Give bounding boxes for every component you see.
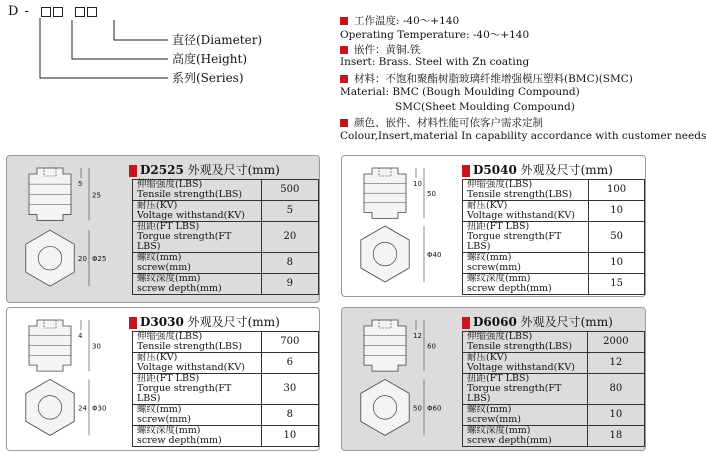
row-label-cn: 扭距(FT LBS) xyxy=(137,373,200,384)
spec-line-en xyxy=(340,56,529,68)
row-label-en: screw depth(mm) xyxy=(137,435,222,446)
row-value: 700 xyxy=(261,332,318,353)
table-row xyxy=(463,222,645,253)
row-label xyxy=(133,405,262,426)
bullet-marker xyxy=(340,119,348,127)
row-value: 2000 xyxy=(587,332,644,353)
spec-text: 材料：不饱和聚酯树脂玻璃纤维增强模压塑料(BMC)(SMC) xyxy=(354,73,633,85)
row-label xyxy=(133,426,262,447)
row-value: 10 xyxy=(587,405,644,426)
row-label-en: screw(mm) xyxy=(467,262,521,273)
spec-line-en xyxy=(340,130,706,142)
bullet-marker xyxy=(340,17,348,25)
row-label-en: Tensile strength(LBS) xyxy=(137,189,243,200)
row-label-cn: 螺纹深度(mm) xyxy=(137,273,201,284)
dim-label-bottom1: 24 xyxy=(78,404,87,413)
row-value: 12 xyxy=(587,353,644,374)
dimension-drawing xyxy=(7,156,117,302)
row-label-cn: 耐压(KV) xyxy=(467,352,508,363)
row-value: 8 xyxy=(261,405,318,426)
dim-label-bottom2: Φ30 xyxy=(92,404,107,413)
spec-table xyxy=(132,179,319,295)
row-value: 5 xyxy=(261,201,318,222)
dim-label-bottom1: 50 xyxy=(413,404,422,413)
row-label-cn: 扭距(FT LBS) xyxy=(137,221,200,232)
dim-label-top1: 10 xyxy=(413,180,422,188)
table-row xyxy=(133,222,319,253)
dim-label-bottom1: 20 xyxy=(78,255,87,264)
row-label-cn: 扭距(FT LBS) xyxy=(467,373,530,384)
dim-label-bottom2: Φ25 xyxy=(92,255,107,264)
row-label-cn: 螺纹深度(mm) xyxy=(467,425,531,436)
dim-label-bottom2: Φ40 xyxy=(427,251,442,259)
table-row xyxy=(133,332,319,353)
dimension-drawing xyxy=(342,308,452,450)
row-label-cn: 螺纹深度(mm) xyxy=(137,425,201,436)
spec-text: SMC(Sheet Moulding Compound) xyxy=(395,101,575,113)
row-value: 8 xyxy=(261,253,318,274)
panel-model: D2525 xyxy=(140,163,184,177)
row-value: 80 xyxy=(587,374,644,405)
table-row xyxy=(463,201,645,222)
row-label xyxy=(133,332,262,353)
row-label-cn: 耐压(KV) xyxy=(467,200,508,211)
row-label-en: Tensile strength(LBS) xyxy=(137,341,243,352)
row-label-en: screw depth(mm) xyxy=(137,283,222,294)
bullet-marker xyxy=(340,75,348,83)
spec-text: Insert: Brass. Steel with Zn coating xyxy=(340,56,530,68)
row-value: 10 xyxy=(589,253,645,274)
table-row xyxy=(133,353,319,374)
dim-label-top2: 50 xyxy=(427,190,436,199)
top-view-hexagon xyxy=(26,230,74,286)
row-label-cn: 螺纹(mm) xyxy=(467,252,512,263)
row-label-en: Tensile strength(LBS) xyxy=(467,341,573,352)
table-row xyxy=(133,180,319,201)
row-label xyxy=(463,426,588,447)
row-label-en: Torgue strength(FT LBS) xyxy=(467,231,562,252)
table-row xyxy=(133,374,319,405)
spec-text: Operating Temperature: -40～+140 xyxy=(340,29,530,41)
dimension-drawing xyxy=(342,156,452,296)
panel-title-suffix: 外观及尺寸(mm) xyxy=(516,315,613,329)
legend-height: 高度(Height) xyxy=(172,52,248,66)
spec-text: 工作温度: -40～+140 xyxy=(354,15,460,27)
model-code-prefix: D - xyxy=(8,4,30,19)
spec-text: Material: BMC (Bough Moulding Compound) xyxy=(340,86,580,98)
row-label xyxy=(463,374,588,405)
panel-model: D6060 xyxy=(473,315,517,329)
row-value: 500 xyxy=(261,180,318,201)
row-label xyxy=(133,180,262,201)
row-label-en: screw(mm) xyxy=(137,414,191,425)
row-label-cn: 伸缩强度(LBS) xyxy=(467,331,533,342)
table-row xyxy=(463,253,645,274)
row-value: 100 xyxy=(589,180,645,201)
panel-title xyxy=(129,161,280,178)
row-label xyxy=(463,222,589,253)
row-label xyxy=(133,374,262,405)
row-label xyxy=(133,201,262,222)
row-label xyxy=(463,274,589,295)
dimension-drawing xyxy=(7,308,117,450)
panel-d3030 xyxy=(6,307,320,451)
row-label-en: Torgue strength(FT LBS) xyxy=(137,383,232,404)
spec-text: 颜色、嵌件、材料性能可依客户需求定制 xyxy=(354,117,543,129)
row-value: 9 xyxy=(261,274,318,295)
dim-label-top1: 12 xyxy=(413,332,422,340)
row-label-cn: 伸缩强度(LBS) xyxy=(137,331,203,342)
row-label-cn: 耐压(KV) xyxy=(137,200,178,211)
table-row xyxy=(463,274,645,295)
spec-line-cn xyxy=(340,71,633,86)
spec-line-cn xyxy=(340,115,543,130)
row-label-en: screw depth(mm) xyxy=(467,283,552,294)
panel-d2525 xyxy=(6,155,320,303)
row-label-cn: 伸缩强度(LBS) xyxy=(467,179,533,190)
panel-title xyxy=(462,313,613,330)
bullet-marker xyxy=(340,46,348,54)
spec-line-en xyxy=(340,86,580,98)
row-label-en: Torgue strength(FT LBS) xyxy=(137,231,232,252)
row-label xyxy=(463,353,588,374)
title-marker xyxy=(129,165,137,177)
row-label xyxy=(133,353,262,374)
table-row xyxy=(463,353,645,374)
legend-diameter: 直径(Diameter) xyxy=(172,33,263,47)
row-label-en: screw(mm) xyxy=(467,414,521,425)
spec-line-cn xyxy=(340,13,459,28)
row-label xyxy=(463,332,588,353)
row-label-en: Tensile strength(LBS) xyxy=(467,189,573,200)
title-marker xyxy=(462,165,470,177)
row-label-en: Voltage withstand(KV) xyxy=(137,362,245,373)
row-value: 15 xyxy=(589,274,645,295)
table-row xyxy=(463,332,645,353)
row-label-cn: 扭距(FT LBS) xyxy=(467,221,530,232)
panel-title-suffix: 外观及尺寸(mm) xyxy=(183,315,280,329)
legend-leader-lines xyxy=(20,14,190,104)
spec-table xyxy=(132,331,319,447)
row-label-en: screw depth(mm) xyxy=(467,435,552,446)
row-label xyxy=(463,180,589,201)
top-view-hexagon xyxy=(26,379,74,435)
spec-line-cn xyxy=(340,42,420,57)
spec-table xyxy=(462,331,645,447)
top-view-hexagon xyxy=(361,226,409,282)
dim-label-top2: 30 xyxy=(92,342,101,351)
dim-label-top2: 60 xyxy=(427,342,436,351)
row-value: 10 xyxy=(589,201,645,222)
row-label-en: Voltage withstand(KV) xyxy=(137,210,245,221)
table-row xyxy=(133,405,319,426)
table-row xyxy=(463,405,645,426)
row-label-en: screw(mm) xyxy=(137,262,191,273)
panel-d5040 xyxy=(341,155,646,297)
panel-title xyxy=(129,313,280,330)
row-value: 50 xyxy=(589,222,645,253)
row-label-cn: 耐压(KV) xyxy=(137,352,178,363)
panel-d6060 xyxy=(341,307,646,451)
title-marker xyxy=(129,317,137,329)
row-label-cn: 伸缩强度(LBS) xyxy=(137,179,203,190)
title-marker xyxy=(462,317,470,329)
row-label xyxy=(463,405,588,426)
row-value: 6 xyxy=(261,353,318,374)
row-label-cn: 螺纹(mm) xyxy=(137,404,182,415)
row-label-cn: 螺纹(mm) xyxy=(467,404,512,415)
table-row xyxy=(133,253,319,274)
table-row xyxy=(133,274,319,295)
row-value: 18 xyxy=(587,426,644,447)
table-row xyxy=(133,426,319,447)
row-label xyxy=(133,274,262,295)
row-label-en: Voltage withstand(KV) xyxy=(467,210,575,221)
panel-model: D3030 xyxy=(140,315,184,329)
dim-label-top1: 5 xyxy=(78,180,83,188)
row-value: 10 xyxy=(261,426,318,447)
dim-label-top1: 4 xyxy=(78,332,83,340)
dim-label-top2: 25 xyxy=(92,191,101,200)
row-label xyxy=(133,222,262,253)
table-row xyxy=(133,201,319,222)
panel-title xyxy=(462,161,613,178)
spec-text: 嵌件：黄铜.铁 xyxy=(354,44,421,56)
row-label xyxy=(463,201,589,222)
panel-model: D5040 xyxy=(473,163,517,177)
panel-title-suffix: 外观及尺寸(mm) xyxy=(516,163,613,177)
dim-label-bottom2: Φ60 xyxy=(427,404,442,413)
spec-text: Colour,Insert,material In capability accordance with customer needs xyxy=(340,130,706,142)
top-view-hexagon xyxy=(361,379,409,435)
table-row xyxy=(463,180,645,201)
panel-title-suffix: 外观及尺寸(mm) xyxy=(183,163,280,177)
row-label-en: Voltage withstand(KV) xyxy=(467,362,575,373)
row-label-cn: 螺纹深度(mm) xyxy=(467,273,531,284)
legend-series: 系列(Series) xyxy=(172,71,244,85)
row-label xyxy=(463,253,589,274)
row-value: 30 xyxy=(261,374,318,405)
row-label-en: Torgue strength(FT LBS) xyxy=(467,383,562,404)
spec-line-en xyxy=(340,27,529,42)
spec-line-en xyxy=(395,101,575,113)
row-label xyxy=(133,253,262,274)
table-row xyxy=(463,426,645,447)
spec-table xyxy=(462,179,645,295)
row-label-cn: 螺纹(mm) xyxy=(137,252,182,263)
table-row xyxy=(463,374,645,405)
row-value: 20 xyxy=(261,222,318,253)
